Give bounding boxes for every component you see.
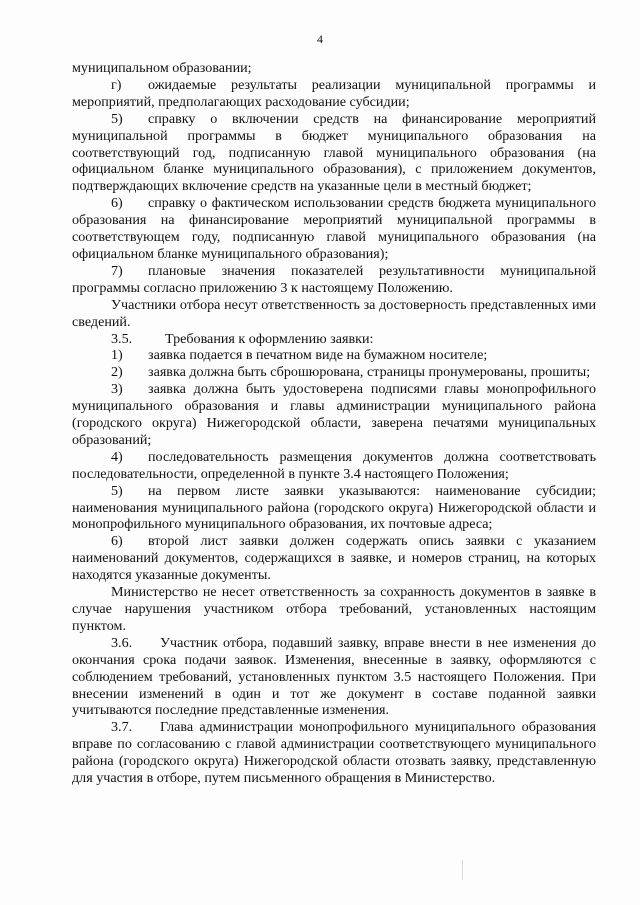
section-3-7 <box>72 719 596 787</box>
paragraph-item-2 <box>72 364 596 381</box>
paragraph-text: ожидаемые результаты реализации муниципальной программы и мероприятий, предполагающих расходование субсидии; <box>72 76 596 110</box>
paragraph-item-1 <box>72 347 596 364</box>
section-number: 3.6. <box>111 634 133 651</box>
paragraph-item-5-first-sheet <box>72 483 596 534</box>
item-number: 6) <box>111 195 123 212</box>
paragraph-text: Участники отбора несут ответственность за достоверность представленных ими сведений. <box>72 296 596 330</box>
paragraph-text: на первом листе заявки указываются: наименование субсидии; наименования муниципального района (городского округа) Нижегородской области и монопрофильного муниципального образования, их почтовые адреса; <box>72 482 596 533</box>
item-number: 5) <box>111 482 123 499</box>
paragraph-text: второй лист заявки должен содержать опись заявки с указанием наименований документов, содержащихся в заявке, и номеров страниц, на которых находятся указанные документы. <box>72 533 596 584</box>
paragraph-ministry-disclaimer <box>72 584 596 635</box>
paragraph-text: плановые значения показателей результативности муниципальной программы согласно приложению 3 к настоящему Положению. <box>72 262 596 296</box>
item-number: 7) <box>111 262 123 279</box>
item-number: 3) <box>111 381 123 398</box>
page-number: 4 <box>317 32 323 46</box>
paragraph-text: Участник отбора, подавший заявку, вправе внести в нее изменения до окончания срока подачи заявок. Изменения, внесенные в заявку, оформляются с соблюдением требований, установленных пунктом 3.5 настоящего Положения. При внесении изменений в один и тот же документ в составе поданной заявки учитываются последние представленные изменения. <box>72 634 596 719</box>
section-3-6 <box>72 635 596 720</box>
paragraph-text: справку о фактическом использовании средств бюджета муниципального образования на финансирование мероприятий муниципальной программы в соответствующем году, подписанную главой муниципального образования (на официальном бланке муниципального образования); <box>72 195 596 262</box>
paragraph-item-3 <box>72 381 596 449</box>
paragraph-item-7 <box>72 263 596 297</box>
paragraph-text: последовательность размещения документов должна соответствовать последовательности, определенной в пункте 3.4 настоящего Положения; <box>72 448 596 482</box>
paragraph-text: муниципальном образовании; <box>72 60 252 76</box>
item-number: 6) <box>111 533 123 550</box>
document-body <box>72 60 596 787</box>
paragraph-text: Глава администрации монопрофильного муниципального образования вправе по согласованию с главой администрации соответствующего муниципального района (городского округа) Нижегородской области отозвать заявку, представленную для участия в отборе, путем письменного обращения в Министерство. <box>72 719 596 787</box>
paragraph-text: Министерство не несет ответственность за сохранность документов в заявке в случае нарушения участником отбора требований, установленных настоящим пунктом. <box>72 584 596 634</box>
section-3-5-heading <box>72 331 596 348</box>
paragraph-item-6 <box>72 195 596 263</box>
paragraph-text: справку о включении средств на финансирование мероприятий муниципальной программы в бюджет муниципального образования на соответствующий год, подписанную главой муниципального образования (на официальном бланке муниципального образования), с приложением документов, подтверждающих включение средств на указанные цели в местный бюджет; <box>72 110 596 195</box>
scan-artifact-line <box>462 860 463 880</box>
item-number: 1) <box>111 347 123 364</box>
paragraph-item-g <box>72 77 596 111</box>
paragraph-item-5 <box>72 111 596 196</box>
paragraph-text: заявка должна быть удостоверена подписями главы монопрофильного муниципального образования и главы администрации муниципального района (городского округа) Нижегородской области, заверена печатями муниципальных образований; <box>72 381 596 448</box>
item-number: 2) <box>111 364 123 381</box>
section-number: 3.7. <box>111 719 133 736</box>
paragraph-item-4 <box>72 449 596 483</box>
paragraph-participants-responsibility <box>72 297 596 331</box>
section-number: 3.5. <box>111 330 133 347</box>
paragraph-text: Требования к оформлению заявки: <box>165 330 374 347</box>
item-number: г) <box>111 76 122 93</box>
item-number: 5) <box>111 110 123 127</box>
paragraph-continuation <box>72 60 596 77</box>
paragraph-text: заявка подается в печатном виде на бумажном носителе; <box>148 347 488 364</box>
item-number: 4) <box>111 448 123 465</box>
paragraph-text: заявка должна быть сброшюрована, страницы пронумерованы, прошиты; <box>148 364 591 381</box>
paragraph-item-6-second-sheet <box>72 533 596 584</box>
